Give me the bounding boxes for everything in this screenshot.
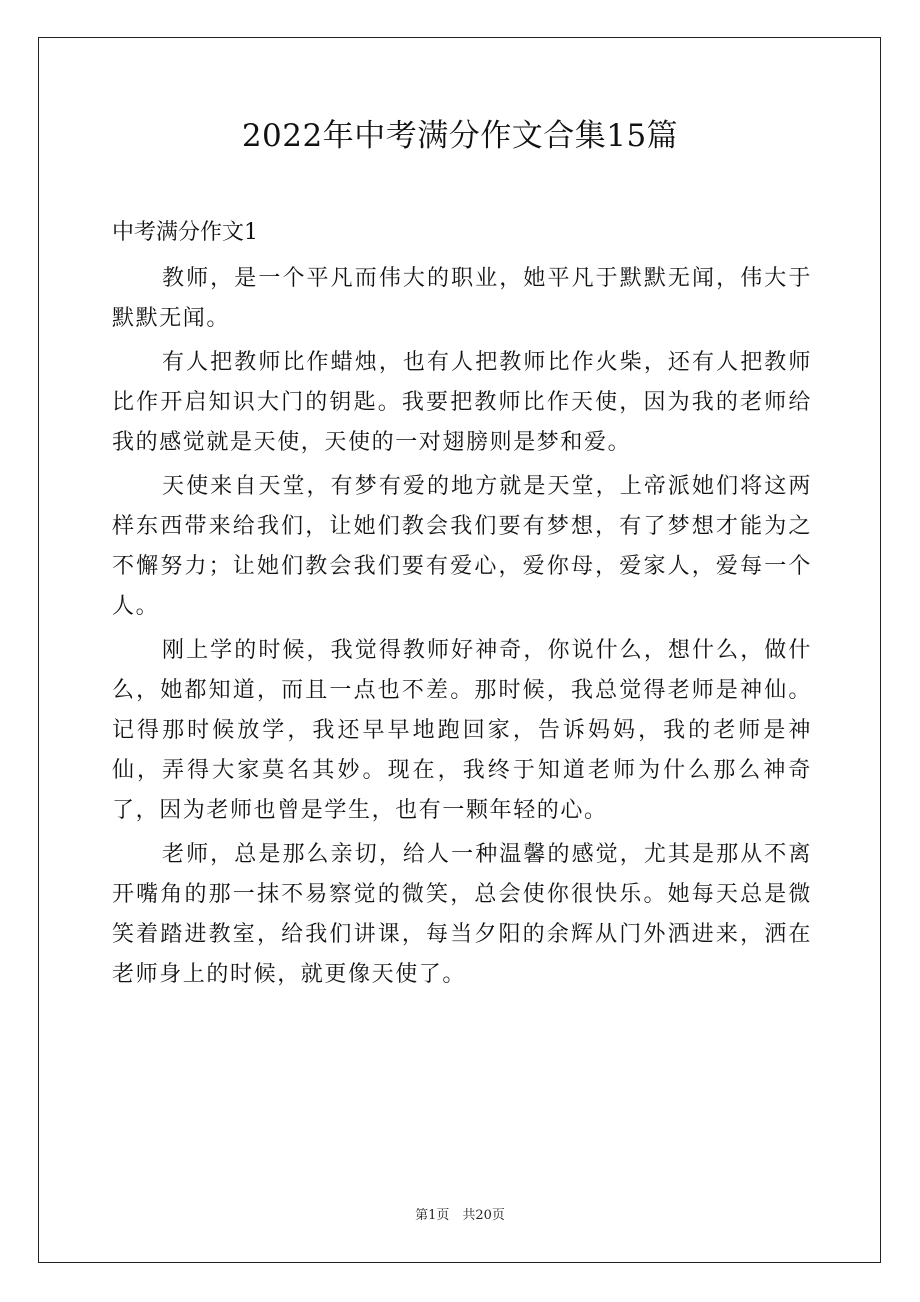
document-title: 2022年中考满分作文合集15篇 xyxy=(241,118,679,154)
body-text xyxy=(112,259,812,999)
paragraph-3: 天使来自天堂，有梦有爱的地方就是天堂，上帝派她们将这两样东西带来给我们，让她们教会我们要有梦想，有了梦想才能为之不懈努力；让她们教会我们要有爱心，爱你母，爱家人，爱每一个人。 xyxy=(112,474,812,619)
paragraph-1: 教师，是一个平凡而伟大的职业，她平凡于默默无闻，伟大于默默无闻。 xyxy=(112,266,812,331)
paragraph-4: 刚上学的时候，我觉得教师好神奇，你说什么，想什么，做什么，她都知道，而且一点也不差。那时候，我总觉得老师是神仙。记得那时候放学，我还早早地跑回家，告诉妈妈，我的老师是神仙，弄得大家莫名其妙。现在，我终于知道老师为什么那么神奇了，因为老师也曾是学生，也有一颗年轻的心。 xyxy=(112,638,812,823)
section-heading: 中考满分作文1 xyxy=(112,220,258,245)
paragraph-2: 有人把教师比作蜡烛，也有人把教师比作火柴，还有人把教师比作开启知识大门的钥匙。我要把教师比作天使，因为我的老师给我的感觉就是天使，天使的一对翅膀则是梦和爱。 xyxy=(112,350,812,455)
page-footer: 第1页 共20页 xyxy=(415,1208,505,1223)
paragraph-5: 老师，总是那么亲切，给人一种温馨的感觉，尤其是那从不离开嘴角的那一抹不易察觉的微笑，总会使你很快乐。她每天总是微笑着踏进教室，给我们讲课，每当夕阳的余辉从门外洒进来，洒在老师身上的时候，就更像天使了。 xyxy=(112,842,812,987)
